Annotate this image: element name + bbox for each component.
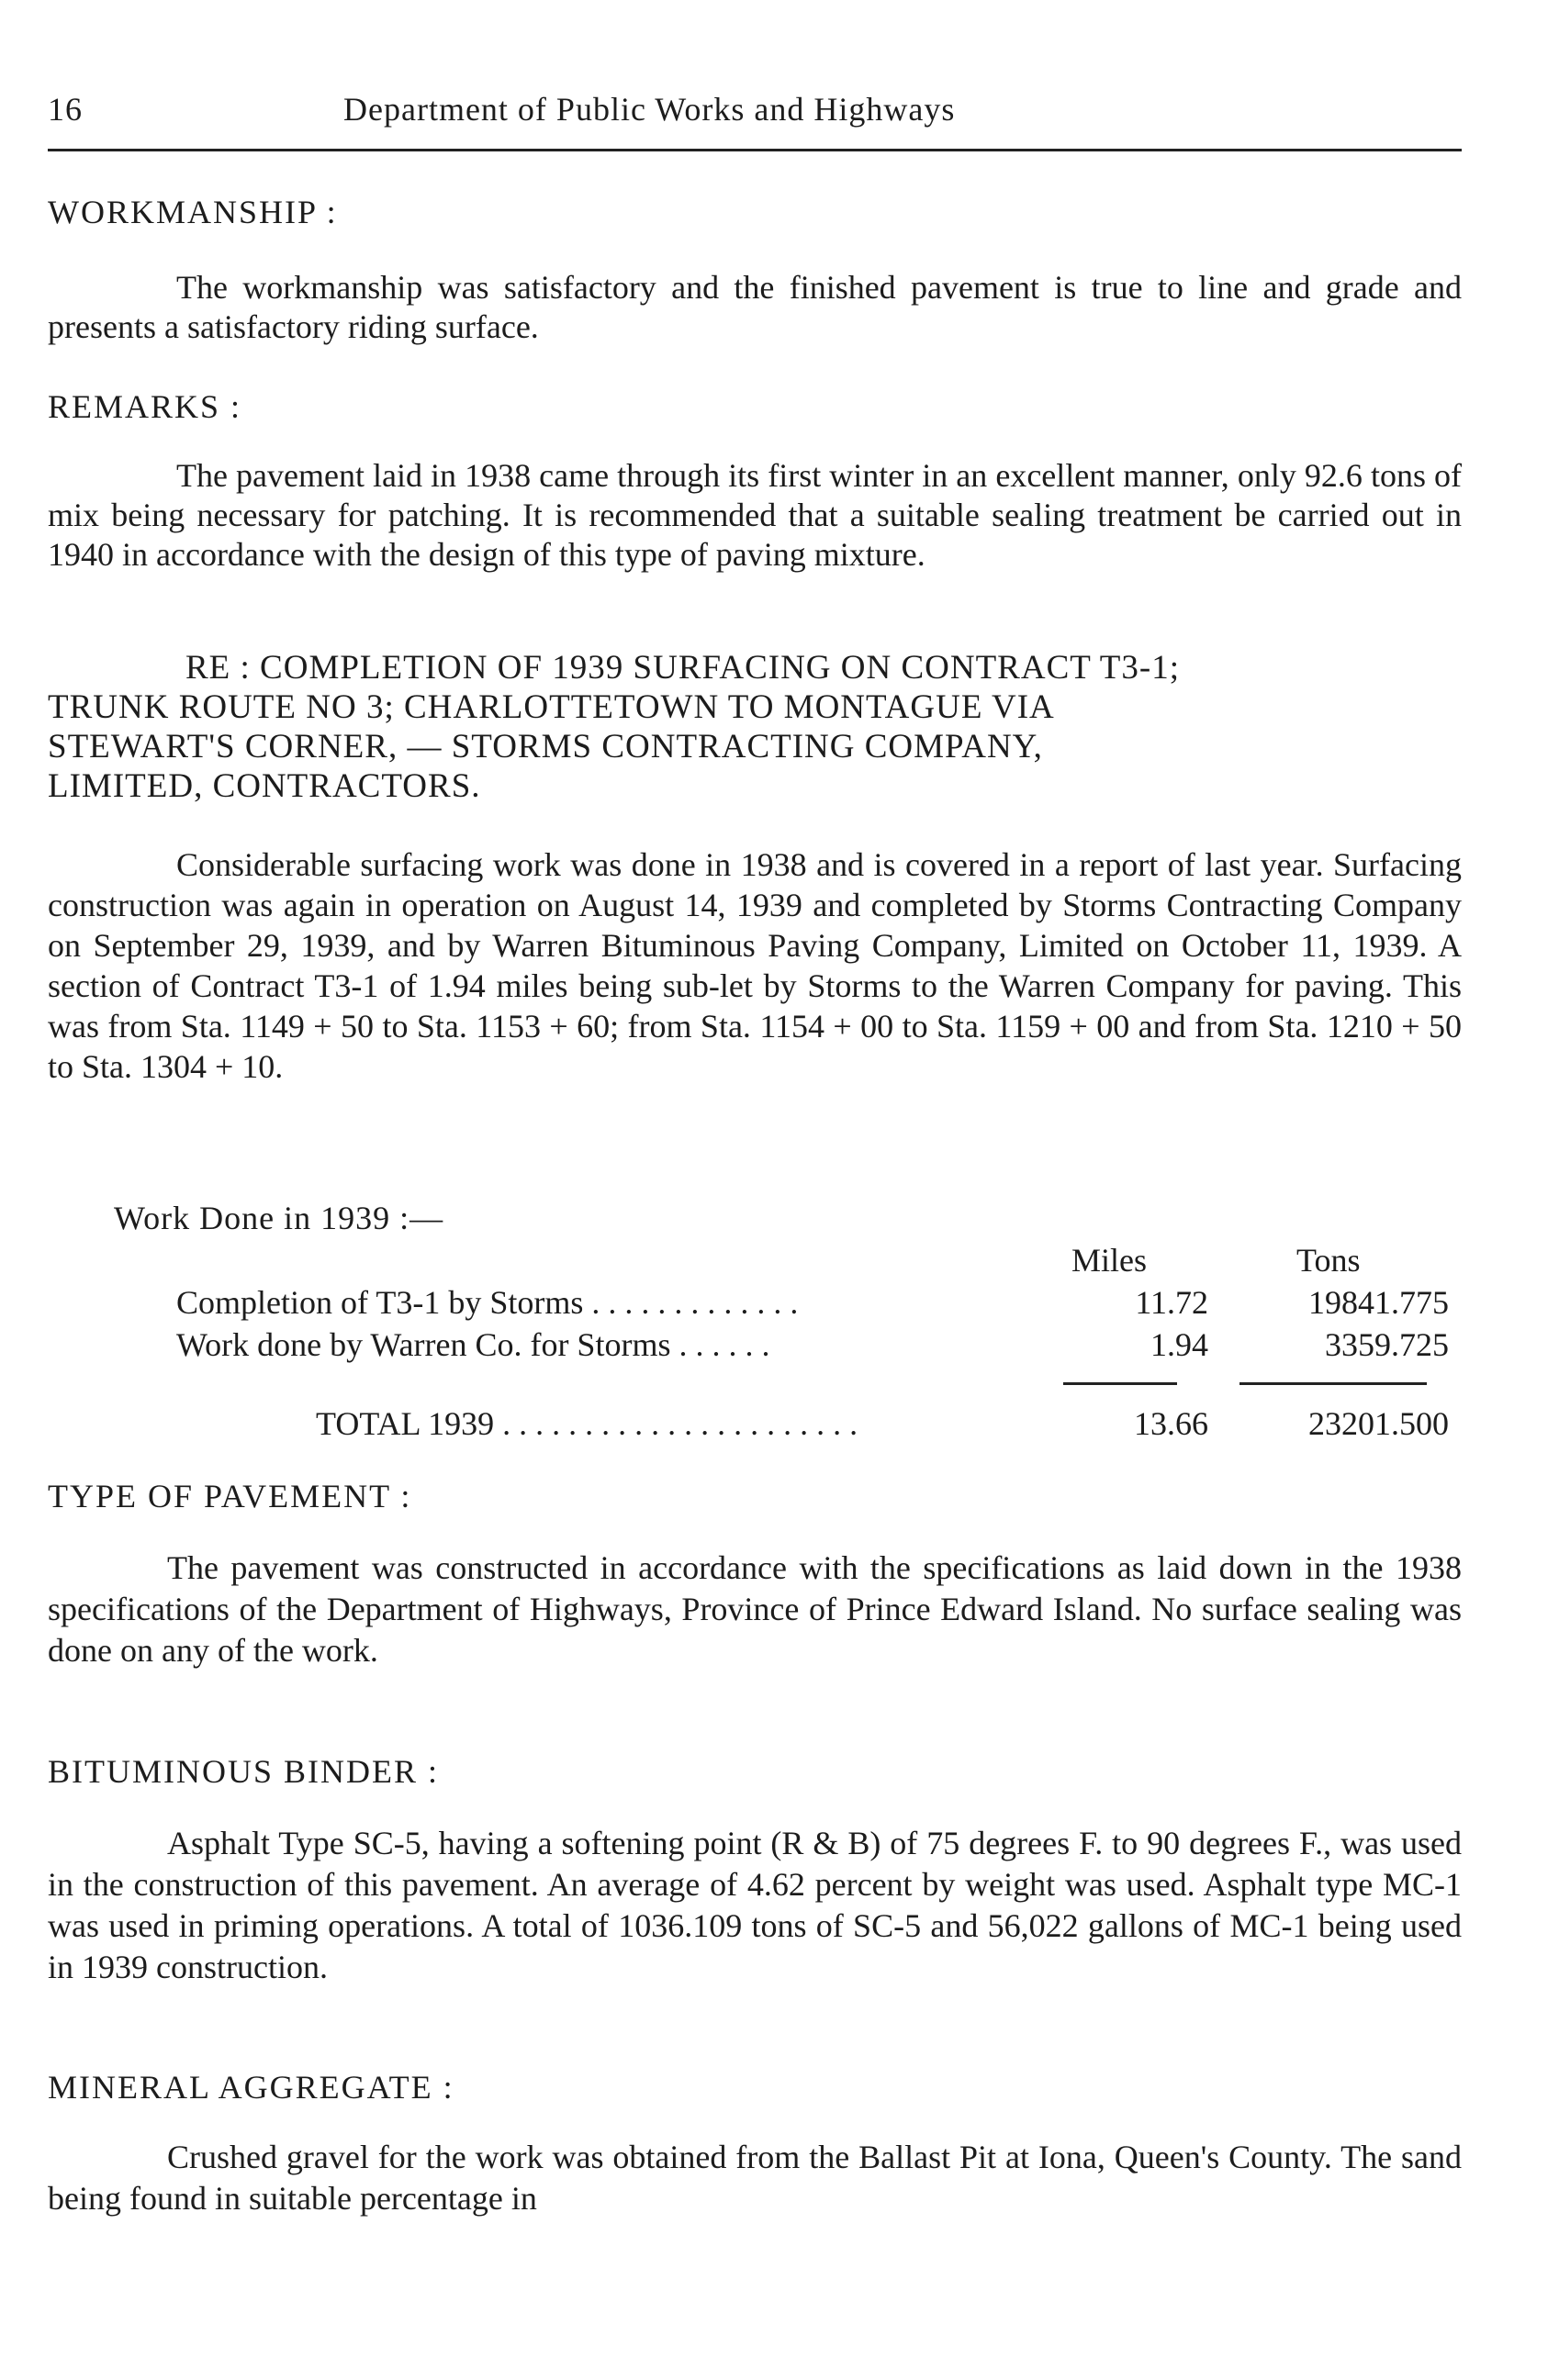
header-rule [48,149,1462,151]
re-line-4: LIMITED, CONTRACTORS. [48,767,481,805]
column-header-miles: Miles [1071,1242,1148,1279]
table-header-row [48,1241,1462,1283]
re-line-2: TRUNK ROUTE NO 3; CHARLOTTETOWN TO MONTAGUE VIA [48,688,1055,726]
bituminous-binder-paragraph: Asphalt Type SC-5, having a softening point (R & B) of 75 degrees F. to 90 degrees F., was used in the construction of this pavement. An average of 4.62 percent by weight was used. Asphalt type MC-1 was used in priming operations. A total of 1036.109 tons of SC-5 and 56,022 gallons of MC-1 being used in 1939 construction. [48,1825,1462,1985]
mineral-aggregate-paragraph: Crushed gravel for the work was obtained from the Ballast Pit at Iona, Queen's County. The sand being found in suitable percentage in [48,2139,1462,2217]
work-done-title: Work Done in 1939 :— [114,1200,444,1236]
table-row [48,1325,1462,1368]
mineral-aggregate-heading: MINERAL AGGREGATE : [48,2069,454,2106]
remarks-heading: REMARKS : [48,388,242,425]
row-tons: 3359.725 [1325,1326,1449,1363]
total-row [48,1404,1462,1447]
remarks-paragraph: The pavement laid in 1938 came through its first winter in an excellent manner, only 92.6 tons of mix being necessary for patching. It is recommended that a suitable sealing treatment be carried out in 1940 in accordance with the design of this type of paving mixture. [48,457,1462,573]
type-of-pavement-paragraph: The pavement was constructed in accordance with the specifications as laid down in the 1938 specifications of the Department of Highways, Province of Prince Edward Island. No surface sealing was done on any of the work. [48,1549,1462,1669]
row-miles: 11.72 [1135,1284,1208,1321]
row-miles: 1.94 [1150,1326,1208,1363]
column-header-tons: Tons [1296,1242,1361,1279]
page-number: 16 [48,91,83,128]
workmanship-paragraph: The workmanship was satisfactory and the finished pavement is true to line and grade and presents a satisfactory riding surface. [48,269,1462,345]
row-label: Work done by Warren Co. for Storms . . . . . . [176,1326,770,1363]
total-label: TOTAL 1939 . . . . . . . . . . . . . . . . . . . . . . [316,1405,858,1442]
re-heading-block [48,648,1559,806]
row-tons: 19841.775 [1308,1284,1449,1321]
total-miles: 13.66 [1134,1405,1208,1442]
running-title: Department of Public Works and Highways [343,91,956,128]
miles-total-rule [1063,1382,1177,1385]
bituminous-binder-heading: BITUMINOUS BINDER : [48,1753,440,1790]
re-line-3: STEWART'S CORNER, — STORMS CONTRACTING COMPANY, [48,728,1043,765]
re-line-1: RE : COMPLETION OF 1939 SURFACING ON CONTRACT T3-1; [185,649,1180,687]
workmanship-heading: WORKMANSHIP : [48,194,338,230]
type-of-pavement-heading: TYPE OF PAVEMENT : [48,1478,412,1514]
row-label: Completion of T3-1 by Storms . . . . . . . . . . . . . [176,1284,799,1321]
total-tons: 23201.500 [1308,1405,1449,1442]
tons-total-rule [1239,1382,1427,1385]
surfacing-paragraph: Considerable surfacing work was done in 1938 and is covered in a report of last year. Surfacing construction was again in operation on August 14, 1939 and completed by Storms Contracting Company on September 29, 1939, and by Warren Bituminous Paving Company, Limited on October 11, 1939. A section of Contract T3-1 of 1.94 miles being sub-let by Storms to the Warren Company for paving. This was from Sta. 1149 + 50 to Sta. 1153 + 60; from Sta. 1154 + 00 to Sta. 1159 + 00 and from Sta. 1210 + 50 to Sta. 1304 + 10. [48,846,1462,1085]
running-header [48,90,1462,145]
table-row [48,1283,1462,1325]
